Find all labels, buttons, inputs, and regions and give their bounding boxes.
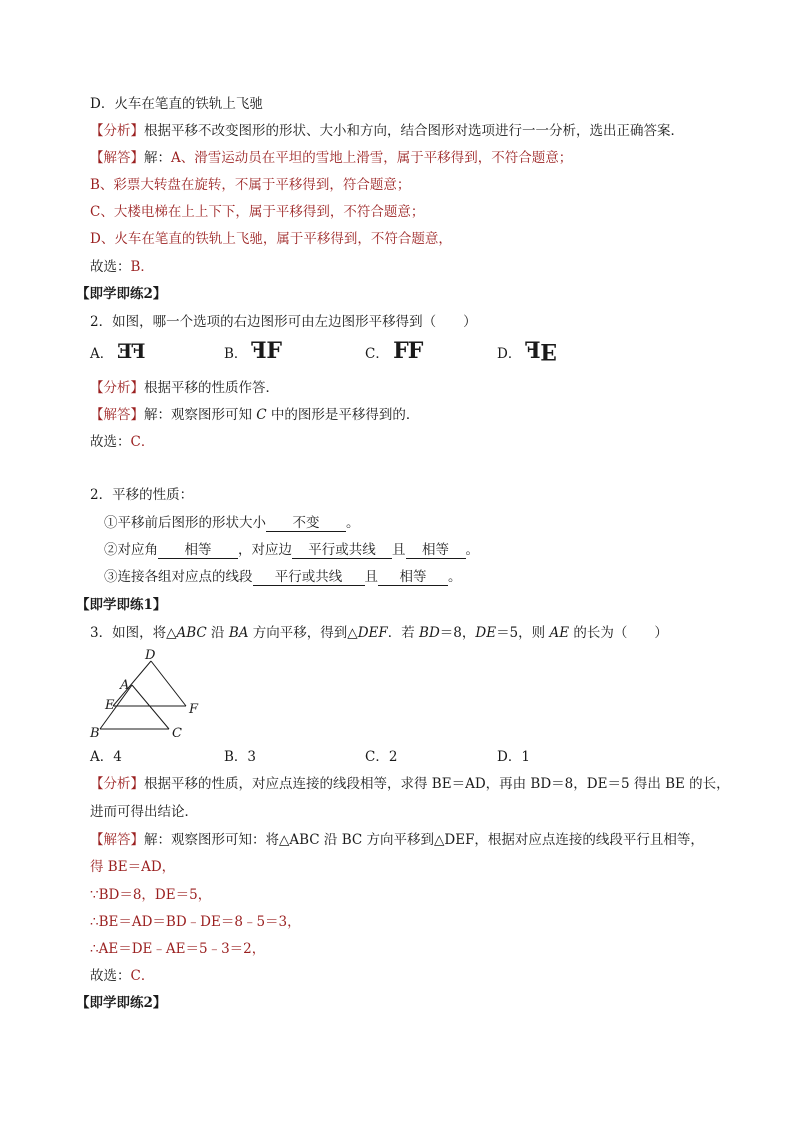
answer-label: 故选： [90, 259, 131, 275]
answer-value: B． [130, 259, 154, 275]
q3-option-d: D．1 [497, 749, 530, 765]
property-2 [104, 541, 479, 559]
label-B: B [90, 726, 100, 741]
solution-d: D、火车在笔直的铁轨上飞驰，属于平移得到，不符合题意， [90, 231, 452, 247]
solution-text: 解：观察图形可知：将△ABC 沿 BC 方向平移到△DEF，根据对应点连接的线段平行且相等， [144, 832, 704, 848]
q2-question: 2．如图，哪一个选项的右边图形可由左边图形平移得到（ ） [90, 314, 477, 330]
fill-blank: 平行或共线 [253, 569, 365, 586]
q3-option-c: C．2 [365, 749, 398, 765]
option-label: B． [224, 346, 248, 362]
analysis-text: 根据平移不改变图形的形状、大小和方向，结合图形对选项进行一一分析，选出正确答案． [144, 123, 684, 139]
solution-b: B、彩票大转盘在旋转，不属于平移得到，符合题意； [90, 177, 411, 193]
q3-option-a: A．4 [90, 749, 122, 765]
question-var: BA [228, 625, 249, 641]
segment-DF [151, 661, 186, 706]
analysis-tag: 【分析】 [90, 380, 144, 396]
property-3 [104, 568, 462, 586]
property-text: 。 [346, 515, 360, 531]
option-label: A． [90, 346, 114, 362]
q2-option-c [365, 338, 423, 364]
fill-blank: 相等 [406, 542, 466, 559]
answer-label: 故选： [90, 434, 131, 450]
q1-answer [90, 258, 154, 276]
question-var: AE [549, 625, 570, 641]
q1-solution [90, 149, 572, 167]
question-var: DE [475, 625, 497, 641]
analysis-text: 根据平移的性质，对应点连接的线段相等，求得 BE＝AD，再由 BD＝8，DE＝5 得出 BE 的长， [144, 776, 730, 792]
properties-title: 2．平移的性质： [90, 487, 194, 503]
property-text: ①平移前后图形的形状大小 [104, 515, 266, 531]
analysis-tag: 【分析】 [90, 776, 144, 792]
question-var: DEF [357, 625, 388, 641]
q3-option-b: B．3 [224, 749, 257, 765]
solution-line: ∴AE＝DE﹣AE＝5﹣3＝2， [90, 941, 266, 957]
solution-a: A、滑雪运动员在平坦的雪地上滑雪，属于平移得到，不符合题意； [171, 150, 573, 166]
solution-intro: 解： [144, 150, 171, 166]
answer-value: C． [130, 968, 155, 984]
option-glyph: FF [251, 338, 281, 364]
fill-blank: 不变 [266, 515, 346, 532]
property-text: 且 [392, 542, 406, 558]
solution-pre: 解：观察图形可知 [144, 407, 257, 423]
q3-question [90, 624, 668, 642]
question-text: 沿 [206, 625, 229, 641]
property-text: 。 [448, 569, 462, 585]
question-text: ＝8， [439, 625, 476, 641]
property-text: 且 [364, 569, 378, 585]
q1-option-d: D．火车在笔直的铁轨上飞驰 [90, 96, 263, 112]
option-label: D． [497, 346, 522, 362]
section-label: 【即学即练2】 [76, 286, 167, 302]
solution-var: C [256, 407, 267, 423]
question-text: ＝5，则 [496, 625, 550, 641]
answer-label: 故选： [90, 968, 131, 984]
solution-line: ∵BD＝8，DE＝5， [90, 887, 212, 903]
fill-blank: 相等 [158, 542, 238, 559]
analysis-text: 根据平移的性质作答． [144, 380, 279, 396]
section-label: 【即学即练2】 [76, 995, 167, 1011]
solution-tag: 【解答】 [90, 150, 144, 166]
property-text: ，对应边 [238, 542, 292, 558]
question-text: ．若 [387, 625, 420, 641]
q3-analysis-cont: 进而可得出结论． [90, 804, 198, 820]
question-text: 方向平移，得到△ [248, 625, 358, 641]
section-label: 【即学即练1】 [76, 597, 167, 613]
question-text: 3．如图，将△ [90, 625, 177, 641]
option-glyph: FF [393, 338, 423, 364]
q2-option-d [497, 338, 557, 364]
label-C: C [172, 726, 182, 741]
option-glyph: FE [525, 338, 557, 364]
solution-post: 中的图形是平移得到的． [266, 407, 420, 423]
triangle-figure [85, 645, 215, 745]
segment-DE [113, 661, 151, 706]
property-1 [104, 514, 360, 532]
question-text: 的长为（ ） [569, 625, 668, 641]
property-text: ②对应角 [104, 542, 158, 558]
solution-line: ∴BE＝AD＝BD﹣DE＝8﹣5＝3， [90, 914, 301, 930]
answer-value: C． [130, 434, 155, 450]
q3-answer [90, 967, 154, 985]
q3-analysis [90, 775, 730, 793]
label-E: E [105, 698, 115, 713]
q2-solution [90, 406, 419, 424]
analysis-tag: 【分析】 [90, 123, 144, 139]
property-text: ③连接各组对应点的线段 [104, 569, 253, 585]
label-D: D [145, 648, 156, 663]
option-glyph: FE [117, 339, 145, 363]
q1-analysis [90, 122, 684, 140]
fill-blank: 相等 [378, 569, 448, 586]
q2-option-b [224, 338, 281, 364]
property-text: 。 [465, 542, 479, 558]
q3-solution [90, 831, 704, 849]
fill-blank: 平行或共线 [292, 542, 392, 559]
solution-tag: 【解答】 [90, 832, 144, 848]
option-label: C． [365, 346, 389, 362]
label-A: A [120, 678, 130, 693]
q2-option-a [90, 339, 145, 363]
solution-c: C、大楼电梯在上上下下，属于平移得到，不符合题意； [90, 204, 425, 220]
solution-line: 得 BE＝AD， [90, 859, 176, 875]
label-F: F [189, 702, 199, 717]
q2-answer [90, 433, 154, 451]
q2-analysis [90, 379, 279, 397]
question-var: ABC [176, 625, 207, 641]
solution-tag: 【解答】 [90, 407, 144, 423]
question-var: BD [419, 625, 440, 641]
segment-AC [132, 685, 169, 729]
